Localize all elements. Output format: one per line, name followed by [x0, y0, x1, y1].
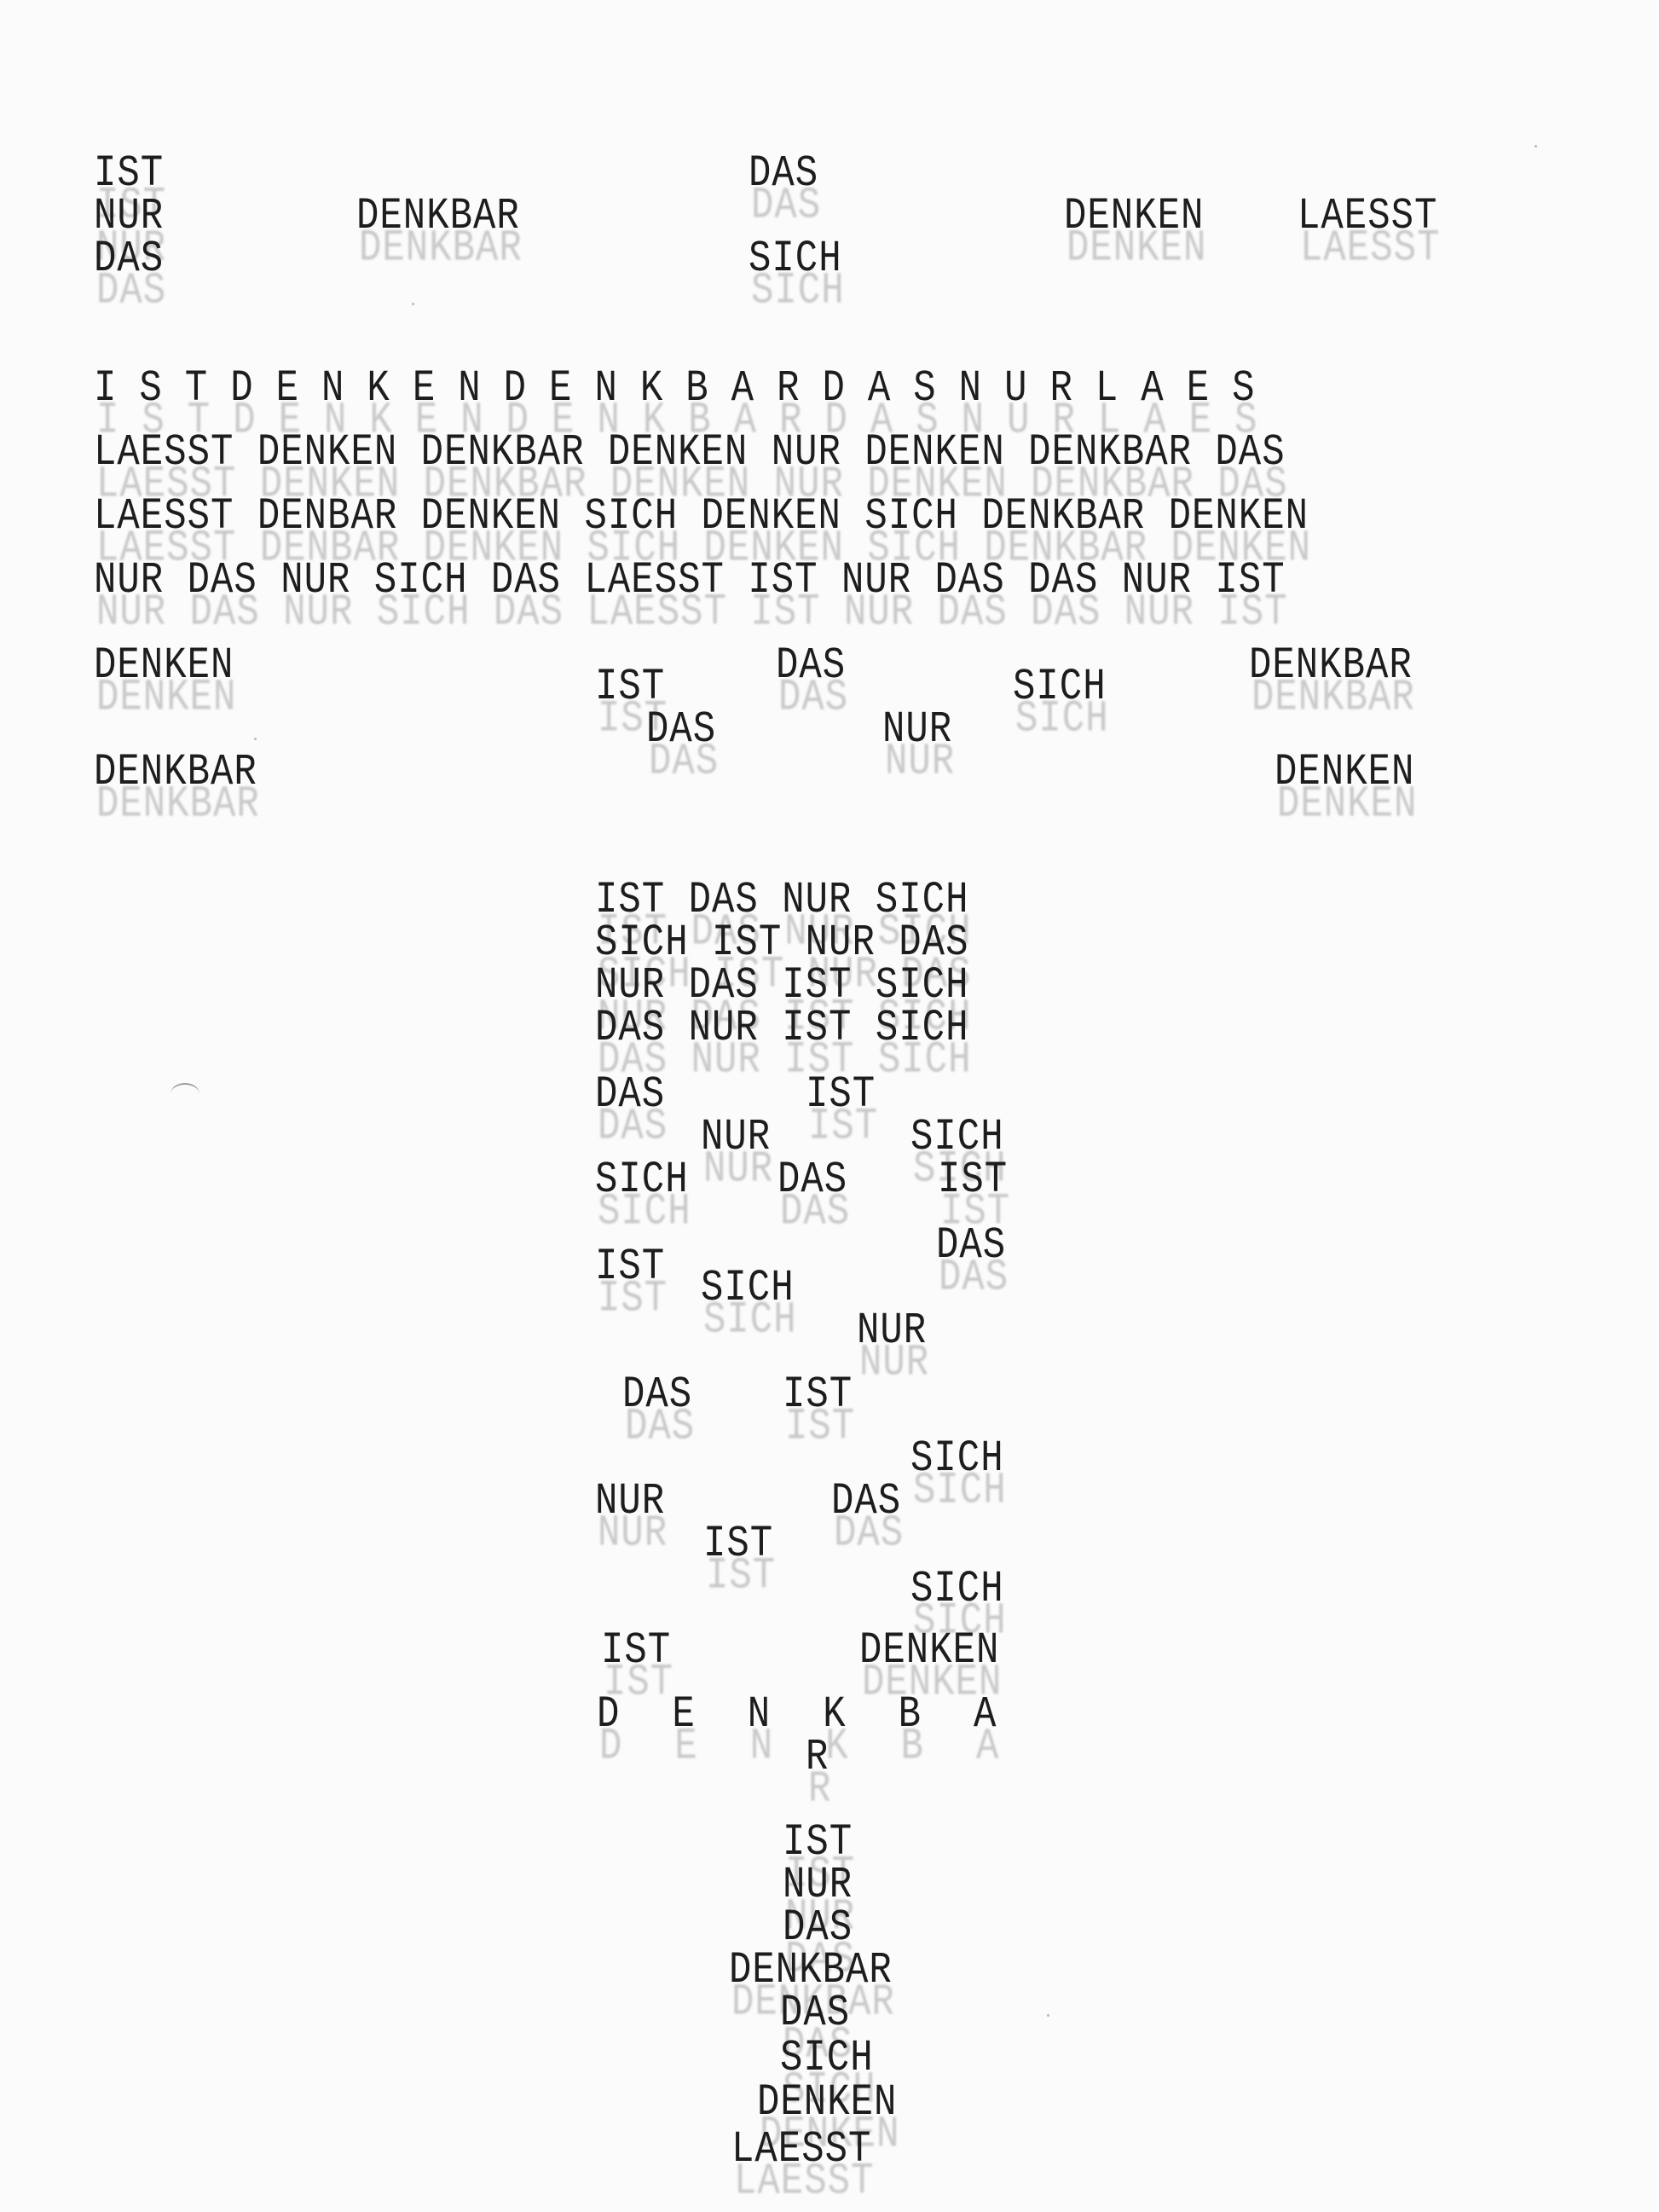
paper-mark	[171, 1083, 199, 1105]
stem-word-denken: DENKEN	[859, 1625, 1000, 1676]
stem-word-nur: NUR	[595, 1476, 666, 1527]
top-word-laesst: LAESST	[1298, 191, 1438, 242]
scatter-word-nur: NUR	[882, 704, 953, 756]
column-word-sich: SICH	[780, 2033, 874, 2084]
stem-word-das: DAS	[595, 1069, 666, 1120]
stem-word-ist: IST	[938, 1155, 1009, 1206]
column-word-denkbar: DENKBAR	[729, 1945, 893, 1996]
stem-word-sich: SICH	[910, 1112, 1004, 1163]
stem-grid-line-1: IST DAS NUR SICH	[595, 875, 969, 926]
paper-speck	[1535, 145, 1537, 148]
scatter-word-denken-left: DENKEN	[94, 640, 234, 692]
stem-word-das: DAS	[831, 1476, 902, 1527]
block-line-3: LAESST DENBAR DENKEN SICH DENKEN SICH DENKBAR DENKEN	[94, 491, 1309, 542]
stem-word-nur: NUR	[857, 1306, 928, 1357]
stem-word-sich: SICH	[701, 1263, 795, 1314]
paper-speck	[254, 738, 257, 740]
scatter-word-denkbar-right: DENKBAR	[1249, 640, 1413, 692]
scatter-word-das-lower: DAS	[646, 704, 717, 756]
block-line-1: ISTDENKENDENKBARDASNURLAES	[94, 363, 1278, 414]
stem-word-das: DAS	[777, 1155, 848, 1206]
column-word-laesst: LAESST	[731, 2124, 872, 2175]
top-word-das-mid: DAS	[749, 148, 819, 200]
paper-speck	[412, 303, 414, 305]
stem-grid-line-2: SICH IST NUR DAS	[595, 918, 969, 969]
stem-word-ist: IST	[783, 1369, 853, 1421]
stem-word-denkba-spaced: DENKBA	[597, 1689, 1049, 1740]
stem-word-nur: NUR	[701, 1112, 772, 1163]
top-word-das-left: DAS	[94, 234, 165, 285]
scatter-word-das-upper: DAS	[776, 640, 847, 692]
scatter-word-denkbar-left: DENKBAR	[94, 747, 257, 798]
column-word-nur: NUR	[783, 1860, 853, 1911]
stem-letter-r: R	[806, 1732, 830, 1783]
stem-word-sich: SICH	[910, 1564, 1004, 1615]
block-line-2: LAESST DENKEN DENKBAR DENKEN NUR DENKEN DENKBAR DAS	[94, 427, 1286, 478]
stem-word-sich: SICH	[910, 1433, 1004, 1485]
stem-word-das: DAS	[622, 1369, 693, 1421]
top-word-denkbar: DENKBAR	[356, 191, 520, 242]
stem-word-das: DAS	[936, 1220, 1007, 1271]
paper-speck	[1047, 2014, 1049, 2017]
stem-grid-line-4: DAS NUR IST SICH	[595, 1003, 969, 1054]
column-word-denken: DENKEN	[757, 2077, 898, 2128]
column-word-das: DAS	[783, 1902, 853, 1954]
stem-grid-line-3: NUR DAS IST SICH	[595, 960, 969, 1011]
top-word-nur: NUR	[94, 191, 165, 242]
stem-word-ist: IST	[601, 1625, 672, 1676]
stem-word-ist: IST	[595, 1242, 666, 1293]
stem-word-ist: IST	[806, 1069, 876, 1120]
top-word-ist: IST	[94, 148, 165, 200]
scatter-word-ist: IST	[595, 662, 666, 713]
top-word-sich: SICH	[749, 234, 842, 285]
stem-word-sich: SICH	[595, 1155, 689, 1206]
scatter-word-denken-right: DENKEN	[1275, 747, 1415, 798]
top-word-denken: DENKEN	[1064, 191, 1205, 242]
column-word-das: DAS	[780, 1988, 851, 2039]
scatter-word-sich: SICH	[1013, 662, 1107, 713]
stem-word-ist: IST	[703, 1519, 774, 1570]
block-line-4: NUR DAS NUR SICH DAS LAESST IST NUR DAS DAS NUR IST	[94, 555, 1286, 606]
column-word-ist: IST	[783, 1817, 853, 1868]
